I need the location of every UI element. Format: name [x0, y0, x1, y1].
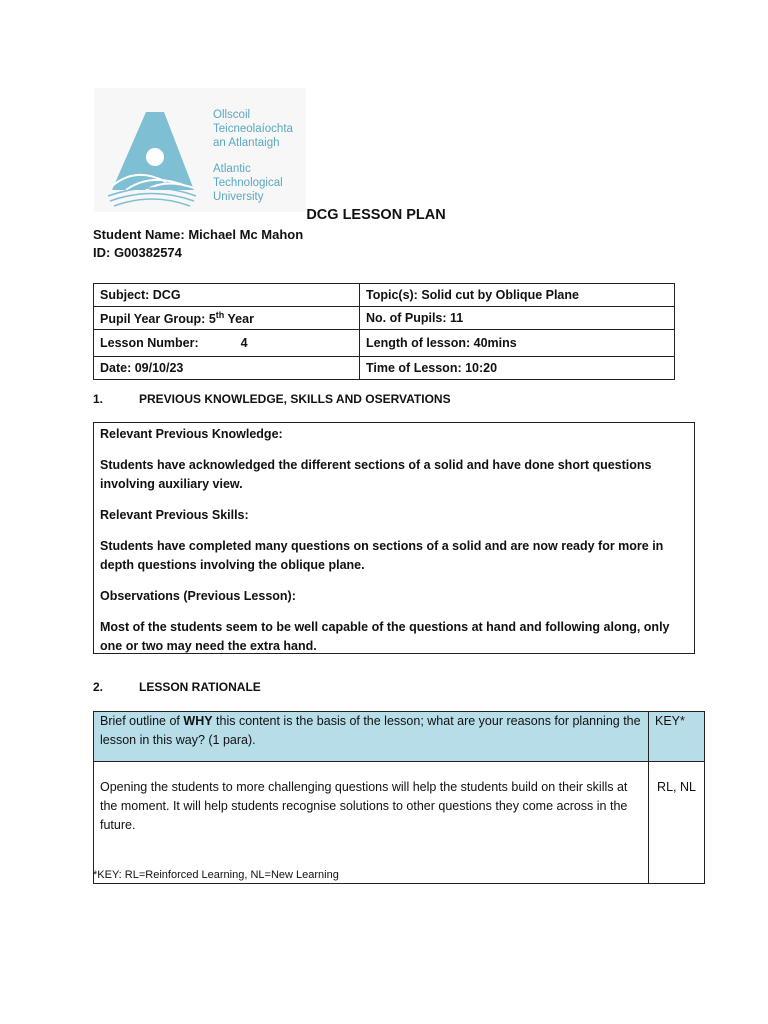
year-group-cell: [94, 307, 360, 330]
knowledge-text: Students have acknowledged the different sections of a solid and have done short questions involving auxiliary view.: [100, 458, 652, 491]
logo-text-line: Teicneolaíochta: [213, 123, 293, 135]
table-row: [94, 357, 675, 380]
section-title: LESSON RATIONALE: [139, 680, 261, 694]
section-number: 1.: [93, 392, 104, 406]
student-id: ID: G00382574: [93, 245, 182, 260]
lesson-number-label: Lesson Number:: [100, 336, 199, 350]
table-row: [94, 307, 675, 330]
observations-text: Most of the students seem to be well capable of the questions at hand and following along, only one or two may need the extra hand.: [100, 620, 670, 653]
logo-text-line: an Atlantaigh: [213, 137, 280, 149]
lesson-number-value: 4: [240, 336, 248, 350]
pupils-cell: No. of Pupils: 11: [360, 307, 675, 330]
rationale-text-cell: Opening the students to more challenging questions will help the students build on their skills at the moment. It will help students recognise solutions to other questions they come across in the future.: [94, 762, 649, 884]
time-cell: Time of Lesson: 10:20: [360, 357, 675, 380]
topic-cell: Topic(s): Solid cut by Oblique Plane: [360, 284, 675, 307]
university-logo: [94, 88, 306, 212]
table-row: [94, 762, 705, 884]
student-name: Student Name: Michael Mc Mahon: [93, 227, 304, 242]
table-row: [94, 284, 675, 307]
atu-logo-icon: [106, 110, 198, 208]
key-value-cell: RL, NL: [649, 762, 705, 884]
previous-knowledge-box: [93, 422, 695, 654]
logo-text-line: Ollscoil: [213, 109, 251, 121]
table-row: [94, 712, 705, 762]
knowledge-heading: Relevant Previous Knowledge:: [100, 427, 283, 441]
rationale-header-cell: [94, 712, 649, 762]
table-row: [94, 330, 675, 357]
logo-text-line: Technological: [213, 177, 283, 189]
section-heading-2: [93, 680, 261, 694]
document-title: DCG LESSON PLAN: [306, 207, 446, 223]
date-cell: Date: 09/10/23: [94, 357, 360, 380]
logo-text-line: Atlantic: [213, 163, 251, 175]
observations-heading: Observations (Previous Lesson):: [100, 589, 296, 603]
skills-text: Students have completed many questions on sections of a solid and are now ready for more in depth questions involving the oblique plane.: [100, 539, 664, 572]
subject-cell: Subject: DCG: [94, 284, 360, 307]
key-footnote: *KEY: RL=Reinforced Learning, NL=New Learning: [93, 869, 339, 881]
section-title: PREVIOUS KNOWLEDGE, SKILLS AND OSERVATIONS: [139, 392, 451, 406]
year-group-sup: th: [215, 309, 225, 320]
logo-text-line: University: [213, 191, 264, 203]
length-cell: Length of lesson: 40mins: [360, 330, 675, 357]
section-number: 2.: [93, 680, 104, 694]
rationale-table: [93, 711, 705, 884]
lesson-info-table: [93, 283, 675, 380]
year-group-suffix: Year: [224, 312, 254, 327]
skills-heading: Relevant Previous Skills:: [100, 508, 249, 522]
key-header-cell: KEY*: [649, 712, 705, 762]
header-text: Brief outline of: [100, 714, 184, 728]
year-group-text: Pupil Year Group: 5: [100, 312, 216, 327]
lesson-number-cell: [94, 330, 360, 357]
section-heading-1: [93, 392, 451, 406]
header-bold: WHY: [183, 714, 213, 728]
header-text: this content is the basis of the lesson; what are your reasons for planning the lesson in this way? (1 para).: [100, 714, 641, 747]
